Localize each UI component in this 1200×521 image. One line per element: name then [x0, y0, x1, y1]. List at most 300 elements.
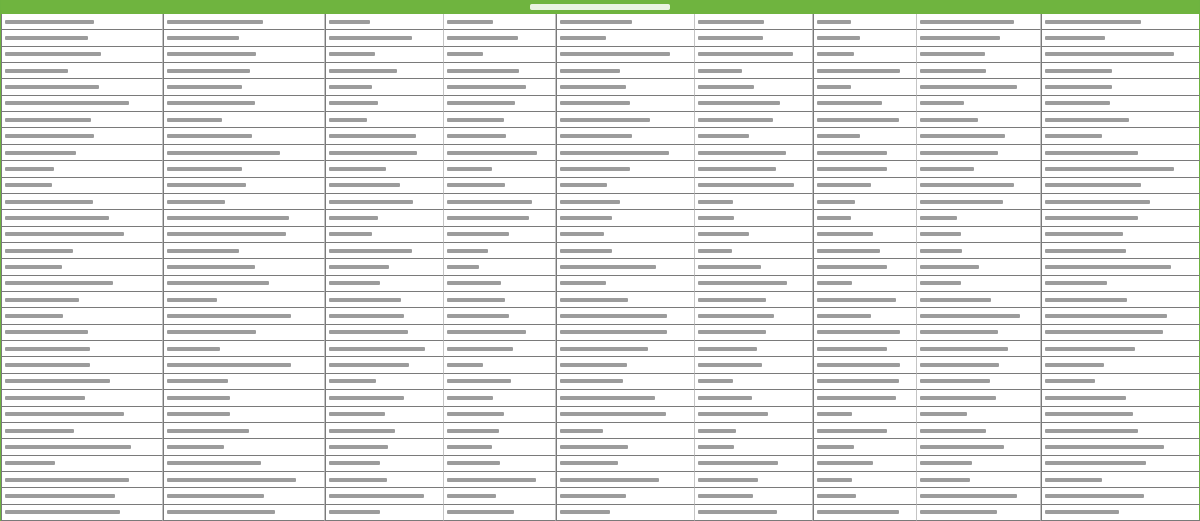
table-cell[interactable] — [1, 439, 163, 455]
table-cell[interactable] — [695, 243, 813, 259]
cell-placeholder — [817, 20, 851, 24]
cell-placeholder — [698, 298, 766, 302]
table-cell[interactable] — [1041, 79, 1200, 95]
table-cell[interactable] — [917, 423, 1041, 439]
table-cell[interactable] — [1041, 210, 1200, 226]
table-cell[interactable] — [556, 308, 695, 324]
table-cell[interactable] — [917, 79, 1041, 95]
table-cell[interactable] — [556, 128, 695, 144]
table-cell[interactable] — [813, 374, 917, 390]
table-cell[interactable] — [325, 472, 444, 488]
cell-placeholder — [329, 478, 387, 482]
table-cell[interactable] — [1, 178, 163, 194]
table-cell[interactable] — [444, 292, 556, 308]
table-cell[interactable] — [1041, 47, 1200, 63]
table-cell[interactable] — [917, 488, 1041, 504]
table-cell[interactable] — [695, 357, 813, 373]
table-cell[interactable] — [163, 325, 325, 341]
table-cell[interactable] — [813, 472, 917, 488]
table-cell[interactable] — [1041, 390, 1200, 406]
table-cell[interactable] — [556, 390, 695, 406]
table-cell[interactable] — [1, 407, 163, 423]
table-cell[interactable] — [325, 63, 444, 79]
table-cell[interactable] — [444, 112, 556, 128]
table-cell[interactable] — [325, 374, 444, 390]
table-cell[interactable] — [813, 79, 917, 95]
table-cell[interactable] — [325, 407, 444, 423]
table-cell[interactable] — [325, 259, 444, 275]
table-cell[interactable] — [556, 112, 695, 128]
table-cell[interactable] — [917, 96, 1041, 112]
table-cell[interactable] — [695, 259, 813, 275]
table-cell[interactable] — [1041, 128, 1200, 144]
table-cell[interactable] — [813, 145, 917, 161]
table-cell[interactable] — [813, 407, 917, 423]
table-cell[interactable] — [163, 227, 325, 243]
table-cell[interactable] — [556, 96, 695, 112]
table-cell[interactable] — [444, 243, 556, 259]
table-cell[interactable] — [556, 210, 695, 226]
table-cell[interactable] — [1041, 505, 1200, 521]
table-cell[interactable] — [444, 79, 556, 95]
table-cell[interactable] — [917, 374, 1041, 390]
table-cell[interactable] — [695, 505, 813, 521]
table-cell[interactable] — [163, 30, 325, 46]
table-cell[interactable] — [813, 30, 917, 46]
table-cell[interactable] — [1041, 96, 1200, 112]
table-cell[interactable] — [1, 341, 163, 357]
table-cell[interactable] — [163, 128, 325, 144]
table-cell[interactable] — [813, 488, 917, 504]
cell-placeholder — [698, 151, 786, 155]
cell-placeholder — [1045, 36, 1105, 40]
table-cell[interactable] — [813, 276, 917, 292]
cell-placeholder — [698, 69, 742, 73]
table-cell[interactable] — [1, 194, 163, 210]
table-cell[interactable] — [325, 128, 444, 144]
table-cell[interactable] — [163, 472, 325, 488]
table-cell[interactable] — [813, 178, 917, 194]
cell-placeholder — [1045, 412, 1133, 416]
table-cell[interactable] — [695, 227, 813, 243]
table-cell[interactable] — [813, 308, 917, 324]
table-cell[interactable] — [325, 47, 444, 63]
table-cell[interactable] — [444, 374, 556, 390]
table-cell[interactable] — [1041, 161, 1200, 177]
table-cell[interactable] — [444, 210, 556, 226]
table-cell[interactable] — [163, 439, 325, 455]
table-cell[interactable] — [325, 112, 444, 128]
table-cell[interactable] — [325, 505, 444, 521]
table-cell[interactable] — [695, 292, 813, 308]
table-cell[interactable] — [813, 456, 917, 472]
table-cell[interactable] — [813, 210, 917, 226]
table-cell[interactable] — [917, 227, 1041, 243]
table-cell[interactable] — [556, 276, 695, 292]
table-cell[interactable] — [1041, 227, 1200, 243]
table-cell[interactable] — [1041, 472, 1200, 488]
table-cell[interactable] — [1, 423, 163, 439]
table-cell[interactable] — [813, 227, 917, 243]
table-cell[interactable] — [163, 63, 325, 79]
table-cell[interactable] — [444, 423, 556, 439]
table-cell[interactable] — [325, 96, 444, 112]
table-cell[interactable] — [695, 472, 813, 488]
table-cell[interactable] — [556, 505, 695, 521]
table-cell[interactable] — [1, 210, 163, 226]
table-cell[interactable] — [917, 259, 1041, 275]
table-cell[interactable] — [917, 47, 1041, 63]
table-cell[interactable] — [917, 63, 1041, 79]
table-cell[interactable] — [1, 325, 163, 341]
table-cell[interactable] — [1041, 325, 1200, 341]
table-cell[interactable] — [163, 96, 325, 112]
table-cell[interactable] — [325, 325, 444, 341]
table-cell[interactable] — [444, 472, 556, 488]
table-cell[interactable] — [1, 259, 163, 275]
table-cell[interactable] — [1041, 341, 1200, 357]
table-cell[interactable] — [813, 357, 917, 373]
table-cell[interactable] — [556, 439, 695, 455]
table-cell[interactable] — [1041, 308, 1200, 324]
table-cell[interactable] — [917, 30, 1041, 46]
table-cell[interactable] — [695, 178, 813, 194]
table-cell[interactable] — [695, 128, 813, 144]
table-cell[interactable] — [556, 423, 695, 439]
table-cell[interactable] — [556, 259, 695, 275]
table-cell[interactable] — [1, 505, 163, 521]
table-cell[interactable] — [325, 456, 444, 472]
table-cell[interactable] — [1041, 30, 1200, 46]
table-cell[interactable] — [444, 227, 556, 243]
table-cell[interactable] — [1, 276, 163, 292]
table-cell[interactable] — [695, 145, 813, 161]
table-cell[interactable] — [917, 128, 1041, 144]
table-cell[interactable] — [1, 472, 163, 488]
table-cell[interactable] — [556, 292, 695, 308]
table-cell[interactable] — [917, 407, 1041, 423]
table-cell[interactable] — [813, 259, 917, 275]
table-cell[interactable] — [444, 96, 556, 112]
table-cell[interactable] — [163, 178, 325, 194]
table-cell[interactable] — [1041, 407, 1200, 423]
table-cell[interactable] — [163, 276, 325, 292]
table-cell[interactable] — [163, 47, 325, 63]
table-cell[interactable] — [695, 439, 813, 455]
table-cell[interactable] — [917, 390, 1041, 406]
table-cell[interactable] — [917, 292, 1041, 308]
table-cell[interactable] — [813, 63, 917, 79]
table-cell[interactable] — [325, 161, 444, 177]
table-cell[interactable] — [917, 145, 1041, 161]
table-cell[interactable] — [813, 390, 917, 406]
table-cell[interactable] — [813, 128, 917, 144]
table-cell[interactable] — [917, 194, 1041, 210]
table-cell[interactable] — [917, 472, 1041, 488]
table-cell[interactable] — [444, 308, 556, 324]
table-cell[interactable] — [917, 325, 1041, 341]
table-cell[interactable] — [556, 30, 695, 46]
table-cell[interactable] — [556, 488, 695, 504]
table-cell[interactable] — [163, 423, 325, 439]
table-cell[interactable] — [917, 112, 1041, 128]
table-cell[interactable] — [695, 390, 813, 406]
table-cell[interactable] — [917, 210, 1041, 226]
table-cell[interactable] — [1, 456, 163, 472]
cell-placeholder — [167, 249, 239, 253]
cell-placeholder — [920, 347, 1008, 351]
table-cell[interactable] — [444, 194, 556, 210]
table-cell[interactable] — [325, 341, 444, 357]
cell-placeholder — [329, 69, 397, 73]
table-cell[interactable] — [444, 390, 556, 406]
table-cell[interactable] — [325, 243, 444, 259]
table-cell[interactable] — [695, 308, 813, 324]
table-cell[interactable] — [1, 390, 163, 406]
table-cell[interactable] — [813, 341, 917, 357]
table-cell[interactable] — [695, 79, 813, 95]
table-cell[interactable] — [325, 145, 444, 161]
table-cell[interactable] — [1, 488, 163, 504]
table-cell[interactable] — [444, 357, 556, 373]
table-cell[interactable] — [163, 357, 325, 373]
table-cell[interactable] — [695, 325, 813, 341]
table-cell[interactable] — [163, 308, 325, 324]
table-cell[interactable] — [325, 292, 444, 308]
table-cell[interactable] — [1041, 178, 1200, 194]
table-cell[interactable] — [556, 472, 695, 488]
table-cell[interactable] — [1, 243, 163, 259]
table-cell[interactable] — [813, 96, 917, 112]
table-cell[interactable] — [325, 14, 444, 30]
table-cell[interactable] — [917, 308, 1041, 324]
table-cell[interactable] — [325, 423, 444, 439]
cell-placeholder — [167, 314, 291, 318]
table-cell[interactable] — [1041, 112, 1200, 128]
table-cell[interactable] — [163, 243, 325, 259]
table-cell[interactable] — [444, 488, 556, 504]
table-cell[interactable] — [695, 194, 813, 210]
table-cell[interactable] — [1041, 357, 1200, 373]
table-cell[interactable] — [813, 194, 917, 210]
table-cell[interactable] — [556, 325, 695, 341]
cell-placeholder — [817, 249, 880, 253]
table-cell[interactable] — [556, 243, 695, 259]
table-cell[interactable] — [325, 79, 444, 95]
table-cell[interactable] — [1041, 63, 1200, 79]
table-cell[interactable] — [325, 357, 444, 373]
table-cell[interactable] — [813, 292, 917, 308]
table-cell[interactable] — [695, 407, 813, 423]
table-cell[interactable] — [813, 423, 917, 439]
table-cell[interactable] — [1, 308, 163, 324]
table-cell[interactable] — [917, 276, 1041, 292]
table-cell[interactable] — [1, 227, 163, 243]
table-cell[interactable] — [1, 112, 163, 128]
table-cell[interactable] — [444, 145, 556, 161]
table-cell[interactable] — [917, 505, 1041, 521]
table-cell[interactable] — [1041, 259, 1200, 275]
table-cell[interactable] — [1041, 423, 1200, 439]
table-cell[interactable] — [813, 14, 917, 30]
table-cell[interactable] — [163, 292, 325, 308]
table-cell[interactable] — [917, 357, 1041, 373]
table-cell[interactable] — [556, 357, 695, 373]
table-cell[interactable] — [917, 14, 1041, 30]
table-cell[interactable] — [1041, 456, 1200, 472]
table-cell[interactable] — [695, 63, 813, 79]
table-cell[interactable] — [556, 407, 695, 423]
table-cell[interactable] — [1, 357, 163, 373]
table-cell[interactable] — [813, 47, 917, 63]
table-cell[interactable] — [695, 96, 813, 112]
table-cell[interactable] — [163, 456, 325, 472]
table-cell[interactable] — [163, 145, 325, 161]
table-cell[interactable] — [1041, 14, 1200, 30]
table-cell[interactable] — [325, 30, 444, 46]
table-cell[interactable] — [444, 456, 556, 472]
table-cell[interactable] — [695, 30, 813, 46]
table-cell[interactable] — [695, 456, 813, 472]
table-cell[interactable] — [325, 488, 444, 504]
table-cell[interactable] — [556, 341, 695, 357]
table-cell[interactable] — [1041, 276, 1200, 292]
cell-placeholder — [920, 134, 1005, 138]
table-cell[interactable] — [444, 505, 556, 521]
table-cell[interactable] — [1, 63, 163, 79]
table-cell[interactable] — [695, 374, 813, 390]
cell-placeholder — [698, 85, 754, 89]
table-cell[interactable] — [163, 79, 325, 95]
table-cell[interactable] — [695, 47, 813, 63]
table-cell[interactable] — [695, 14, 813, 30]
table-cell[interactable] — [444, 14, 556, 30]
table-cell[interactable] — [163, 210, 325, 226]
table-cell[interactable] — [444, 276, 556, 292]
cell-placeholder — [817, 69, 900, 73]
table-cell[interactable] — [163, 390, 325, 406]
table-cell[interactable] — [813, 243, 917, 259]
table-cell[interactable] — [813, 161, 917, 177]
table-cell[interactable] — [163, 374, 325, 390]
table-cell[interactable] — [1, 292, 163, 308]
cell-placeholder — [817, 298, 896, 302]
table-cell[interactable] — [163, 341, 325, 357]
table-cell[interactable] — [917, 439, 1041, 455]
table-cell[interactable] — [556, 14, 695, 30]
table-cell[interactable] — [556, 161, 695, 177]
table-cell[interactable] — [444, 325, 556, 341]
table-cell[interactable] — [556, 79, 695, 95]
table-cell[interactable] — [695, 488, 813, 504]
table-cell[interactable] — [556, 194, 695, 210]
table-cell[interactable] — [917, 161, 1041, 177]
table-cell[interactable] — [1, 79, 163, 95]
table-cell[interactable] — [163, 14, 325, 30]
table-cell[interactable] — [325, 276, 444, 292]
table-cell[interactable] — [163, 407, 325, 423]
table-cell[interactable] — [556, 63, 695, 79]
table-cell[interactable] — [1, 47, 163, 63]
table-cell[interactable] — [325, 390, 444, 406]
table-cell[interactable] — [695, 341, 813, 357]
table-cell[interactable] — [444, 161, 556, 177]
table-cell[interactable] — [1, 30, 163, 46]
table-cell[interactable] — [813, 439, 917, 455]
table-cell[interactable] — [325, 439, 444, 455]
table-cell[interactable] — [1, 374, 163, 390]
table-cell[interactable] — [163, 194, 325, 210]
table-cell[interactable] — [444, 30, 556, 46]
table-cell[interactable] — [1, 96, 163, 112]
cell-placeholder — [447, 52, 483, 56]
table-cell[interactable] — [1041, 243, 1200, 259]
table-cell[interactable] — [917, 456, 1041, 472]
table-cell[interactable] — [813, 325, 917, 341]
table-cell[interactable] — [695, 276, 813, 292]
table-cell[interactable] — [1, 145, 163, 161]
cell-placeholder — [5, 101, 129, 105]
table-cell[interactable] — [556, 47, 695, 63]
table-cell[interactable] — [325, 227, 444, 243]
table-cell[interactable] — [813, 505, 917, 521]
table-cell[interactable] — [444, 407, 556, 423]
table-cell[interactable] — [325, 194, 444, 210]
table-cell[interactable] — [556, 227, 695, 243]
table-cell[interactable] — [163, 505, 325, 521]
cell-placeholder — [698, 216, 734, 220]
table-cell[interactable] — [444, 63, 556, 79]
table-cell[interactable] — [163, 112, 325, 128]
table-cell[interactable] — [917, 178, 1041, 194]
table-cell[interactable] — [695, 210, 813, 226]
table-cell[interactable] — [444, 439, 556, 455]
table-cell[interactable] — [444, 128, 556, 144]
table-cell[interactable] — [1041, 374, 1200, 390]
table-cell[interactable] — [325, 210, 444, 226]
table-cell[interactable] — [1, 128, 163, 144]
table-cell[interactable] — [556, 178, 695, 194]
table-cell[interactable] — [1041, 292, 1200, 308]
table-cell[interactable] — [444, 259, 556, 275]
table-cell[interactable] — [1041, 194, 1200, 210]
table-cell[interactable] — [1, 161, 163, 177]
table-cell[interactable] — [556, 456, 695, 472]
table-cell[interactable] — [917, 341, 1041, 357]
table-cell[interactable] — [325, 178, 444, 194]
table-cell[interactable] — [163, 161, 325, 177]
cell-placeholder — [447, 314, 509, 318]
table-cell[interactable] — [695, 423, 813, 439]
table-cell[interactable] — [695, 112, 813, 128]
cell-placeholder — [560, 396, 655, 400]
table-cell[interactable] — [1041, 488, 1200, 504]
table-cell[interactable] — [444, 47, 556, 63]
table-cell[interactable] — [1041, 145, 1200, 161]
table-cell[interactable] — [1, 14, 163, 30]
table-cell[interactable] — [325, 308, 444, 324]
table-cell[interactable] — [444, 341, 556, 357]
table-cell[interactable] — [917, 243, 1041, 259]
table-cell[interactable] — [556, 374, 695, 390]
table-cell[interactable] — [813, 112, 917, 128]
table-cell[interactable] — [1041, 439, 1200, 455]
table-cell[interactable] — [695, 161, 813, 177]
table-cell[interactable] — [163, 259, 325, 275]
table-cell[interactable] — [163, 488, 325, 504]
table-cell[interactable] — [444, 178, 556, 194]
table-cell[interactable] — [556, 145, 695, 161]
